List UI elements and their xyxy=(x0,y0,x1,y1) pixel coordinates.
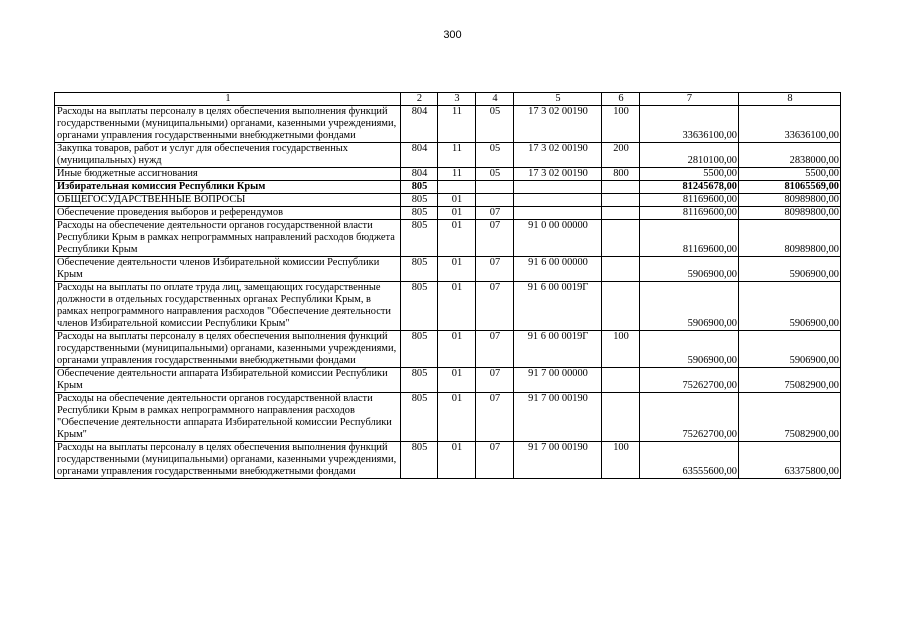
row-section-cell: 11 xyxy=(438,168,476,181)
row-name-cell: Расходы на обеспечение деятельности органов государственной власти Республики Крым в рамках непрограммных направлений расходов бюджета Республики Крым xyxy=(55,220,401,257)
row-expense-type-cell: 100 xyxy=(602,331,640,368)
row-ved-cell: 805 xyxy=(401,181,438,194)
row-sum-year2-cell: 80989800,00 xyxy=(739,207,841,220)
row-sum-year2-cell: 80989800,00 xyxy=(739,220,841,257)
row-subsection-cell: 07 xyxy=(476,220,514,257)
row-ved-cell: 805 xyxy=(401,393,438,442)
row-sum-year1-cell: 75262700,00 xyxy=(640,368,739,393)
row-sum-year2-cell: 5906900,00 xyxy=(739,331,841,368)
header-cell-4: 4 xyxy=(476,93,514,106)
row-name-cell: Расходы на выплаты персоналу в целях обеспечения выполнения функций государственными (муниципальными) органами, казенными учреждениями, органами управления государственными внебюджетными фондами xyxy=(55,331,401,368)
row-ved-cell: 804 xyxy=(401,106,438,143)
table-row xyxy=(55,168,841,181)
row-name-cell: Расходы на выплаты по оплате труда лиц, замещающих государственные должности в отдельных государственных органах Республики Крым, в рамках непрограммного направления расходов "Обеспечение деятельности членов Избирательной комиссии Республики Крым" xyxy=(55,282,401,331)
table-header-row xyxy=(55,93,841,106)
row-target-article-cell xyxy=(514,181,602,194)
row-ved-cell: 805 xyxy=(401,257,438,282)
header-cell-2: 2 xyxy=(401,93,438,106)
row-expense-type-cell: 100 xyxy=(602,106,640,143)
row-section-cell: 11 xyxy=(438,143,476,168)
row-expense-type-cell: 100 xyxy=(602,442,640,479)
header-cell-1: 1 xyxy=(55,93,401,106)
row-subsection-cell xyxy=(476,181,514,194)
row-name-cell: Расходы на выплаты персоналу в целях обеспечения выполнения функций государственными (муниципальными) органами, казенными учреждениями, органами управления государственными внебюджетными фондами xyxy=(55,442,401,479)
row-target-article-cell: 91 6 00 0019Г xyxy=(514,331,602,368)
table-row xyxy=(55,181,841,194)
row-ved-cell: 805 xyxy=(401,207,438,220)
row-target-article-cell: 91 7 00 00190 xyxy=(514,442,602,479)
row-section-cell: 11 xyxy=(438,106,476,143)
row-target-article-cell: 91 0 00 00000 xyxy=(514,220,602,257)
row-subsection-cell: 05 xyxy=(476,143,514,168)
row-sum-year1-cell: 75262700,00 xyxy=(640,393,739,442)
row-target-article-cell: 91 7 00 00000 xyxy=(514,368,602,393)
table-row xyxy=(55,106,841,143)
table-row xyxy=(55,442,841,479)
row-expense-type-cell xyxy=(602,282,640,331)
row-name-cell: Обеспечение деятельности членов Избирательной комиссии Республики Крым xyxy=(55,257,401,282)
row-sum-year2-cell: 5906900,00 xyxy=(739,257,841,282)
row-ved-cell: 805 xyxy=(401,220,438,257)
row-sum-year1-cell: 5500,00 xyxy=(640,168,739,181)
row-expense-type-cell: 200 xyxy=(602,143,640,168)
row-section-cell: 01 xyxy=(438,368,476,393)
row-expense-type-cell xyxy=(602,393,640,442)
table-row xyxy=(55,393,841,442)
row-sum-year2-cell: 33636100,00 xyxy=(739,106,841,143)
row-target-article-cell xyxy=(514,194,602,207)
row-ved-cell: 805 xyxy=(401,331,438,368)
row-section-cell xyxy=(438,181,476,194)
row-subsection-cell: 07 xyxy=(476,257,514,282)
row-sum-year2-cell: 5906900,00 xyxy=(739,282,841,331)
budget-table xyxy=(54,92,841,479)
row-subsection-cell: 07 xyxy=(476,393,514,442)
row-target-article-cell: 91 6 00 0019Г xyxy=(514,282,602,331)
row-target-article-cell: 91 6 00 00000 xyxy=(514,257,602,282)
row-name-cell: Избирательная комиссия Республики Крым xyxy=(55,181,401,194)
row-sum-year1-cell: 5906900,00 xyxy=(640,331,739,368)
row-section-cell: 01 xyxy=(438,442,476,479)
row-sum-year1-cell: 5906900,00 xyxy=(640,257,739,282)
row-subsection-cell: 07 xyxy=(476,331,514,368)
row-target-article-cell xyxy=(514,207,602,220)
row-sum-year1-cell: 81169600,00 xyxy=(640,220,739,257)
row-expense-type-cell xyxy=(602,194,640,207)
row-sum-year2-cell: 81065569,00 xyxy=(739,181,841,194)
row-sum-year2-cell: 75082900,00 xyxy=(739,393,841,442)
row-ved-cell: 804 xyxy=(401,143,438,168)
row-expense-type-cell xyxy=(602,207,640,220)
row-subsection-cell: 07 xyxy=(476,368,514,393)
row-section-cell: 01 xyxy=(438,220,476,257)
row-name-cell: Иные бюджетные ассигнования xyxy=(55,168,401,181)
row-ved-cell: 805 xyxy=(401,368,438,393)
header-cell-8: 8 xyxy=(739,93,841,106)
row-name-cell: Расходы на обеспечение деятельности органов государственной власти Республики Крым в рамках непрограммного направления расходов "Обеспечение деятельности аппарата Избирательной комиссии Республики Крым" xyxy=(55,393,401,442)
table-row xyxy=(55,143,841,168)
row-subsection-cell: 07 xyxy=(476,207,514,220)
row-section-cell: 01 xyxy=(438,393,476,442)
row-ved-cell: 805 xyxy=(401,442,438,479)
row-expense-type-cell xyxy=(602,257,640,282)
row-section-cell: 01 xyxy=(438,207,476,220)
table-row xyxy=(55,257,841,282)
row-sum-year1-cell: 33636100,00 xyxy=(640,106,739,143)
table-row xyxy=(55,207,841,220)
row-section-cell: 01 xyxy=(438,282,476,331)
header-cell-3: 3 xyxy=(438,93,476,106)
page-number: 300 xyxy=(443,29,462,41)
header-cell-6: 6 xyxy=(602,93,640,106)
row-sum-year1-cell: 63555600,00 xyxy=(640,442,739,479)
row-ved-cell: 805 xyxy=(401,194,438,207)
row-sum-year1-cell: 81169600,00 xyxy=(640,207,739,220)
row-target-article-cell: 17 3 02 00190 xyxy=(514,168,602,181)
row-expense-type-cell: 800 xyxy=(602,168,640,181)
table-row xyxy=(55,331,841,368)
row-expense-type-cell xyxy=(602,368,640,393)
row-sum-year1-cell: 2810100,00 xyxy=(640,143,739,168)
row-sum-year1-cell: 81245678,00 xyxy=(640,181,739,194)
table-row xyxy=(55,368,841,393)
row-section-cell: 01 xyxy=(438,257,476,282)
row-sum-year2-cell: 63375800,00 xyxy=(739,442,841,479)
row-name-cell: Закупка товаров, работ и услуг для обеспечения государственных (муниципальных) нужд xyxy=(55,143,401,168)
row-section-cell: 01 xyxy=(438,194,476,207)
header-cell-5: 5 xyxy=(514,93,602,106)
row-subsection-cell: 07 xyxy=(476,442,514,479)
row-name-cell: ОБЩЕГОСУДАРСТВЕННЫЕ ВОПРОСЫ xyxy=(55,194,401,207)
row-sum-year2-cell: 80989800,00 xyxy=(739,194,841,207)
row-name-cell: Расходы на выплаты персоналу в целях обеспечения выполнения функций государственными (муниципальными) органами, казенными учреждениями, органами управления государственными внебюджетными фондами xyxy=(55,106,401,143)
header-cell-7: 7 xyxy=(640,93,739,106)
row-sum-year2-cell: 5500,00 xyxy=(739,168,841,181)
table-row xyxy=(55,220,841,257)
row-subsection-cell: 07 xyxy=(476,282,514,331)
row-target-article-cell: 17 3 02 00190 xyxy=(514,143,602,168)
row-section-cell: 01 xyxy=(438,331,476,368)
row-subsection-cell: 05 xyxy=(476,168,514,181)
row-expense-type-cell xyxy=(602,220,640,257)
row-subsection-cell xyxy=(476,194,514,207)
row-subsection-cell: 05 xyxy=(476,106,514,143)
row-sum-year2-cell: 2838000,00 xyxy=(739,143,841,168)
row-name-cell: Обеспечение деятельности аппарата Избирательной комиссии Республики Крым xyxy=(55,368,401,393)
row-sum-year2-cell: 75082900,00 xyxy=(739,368,841,393)
row-name-cell: Обеспечение проведения выборов и референдумов xyxy=(55,207,401,220)
row-target-article-cell: 91 7 00 00190 xyxy=(514,393,602,442)
row-ved-cell: 804 xyxy=(401,168,438,181)
row-sum-year1-cell: 81169600,00 xyxy=(640,194,739,207)
row-sum-year1-cell: 5906900,00 xyxy=(640,282,739,331)
table-row xyxy=(55,282,841,331)
row-expense-type-cell xyxy=(602,181,640,194)
table-row xyxy=(55,194,841,207)
row-target-article-cell: 17 3 02 00190 xyxy=(514,106,602,143)
row-ved-cell: 805 xyxy=(401,282,438,331)
